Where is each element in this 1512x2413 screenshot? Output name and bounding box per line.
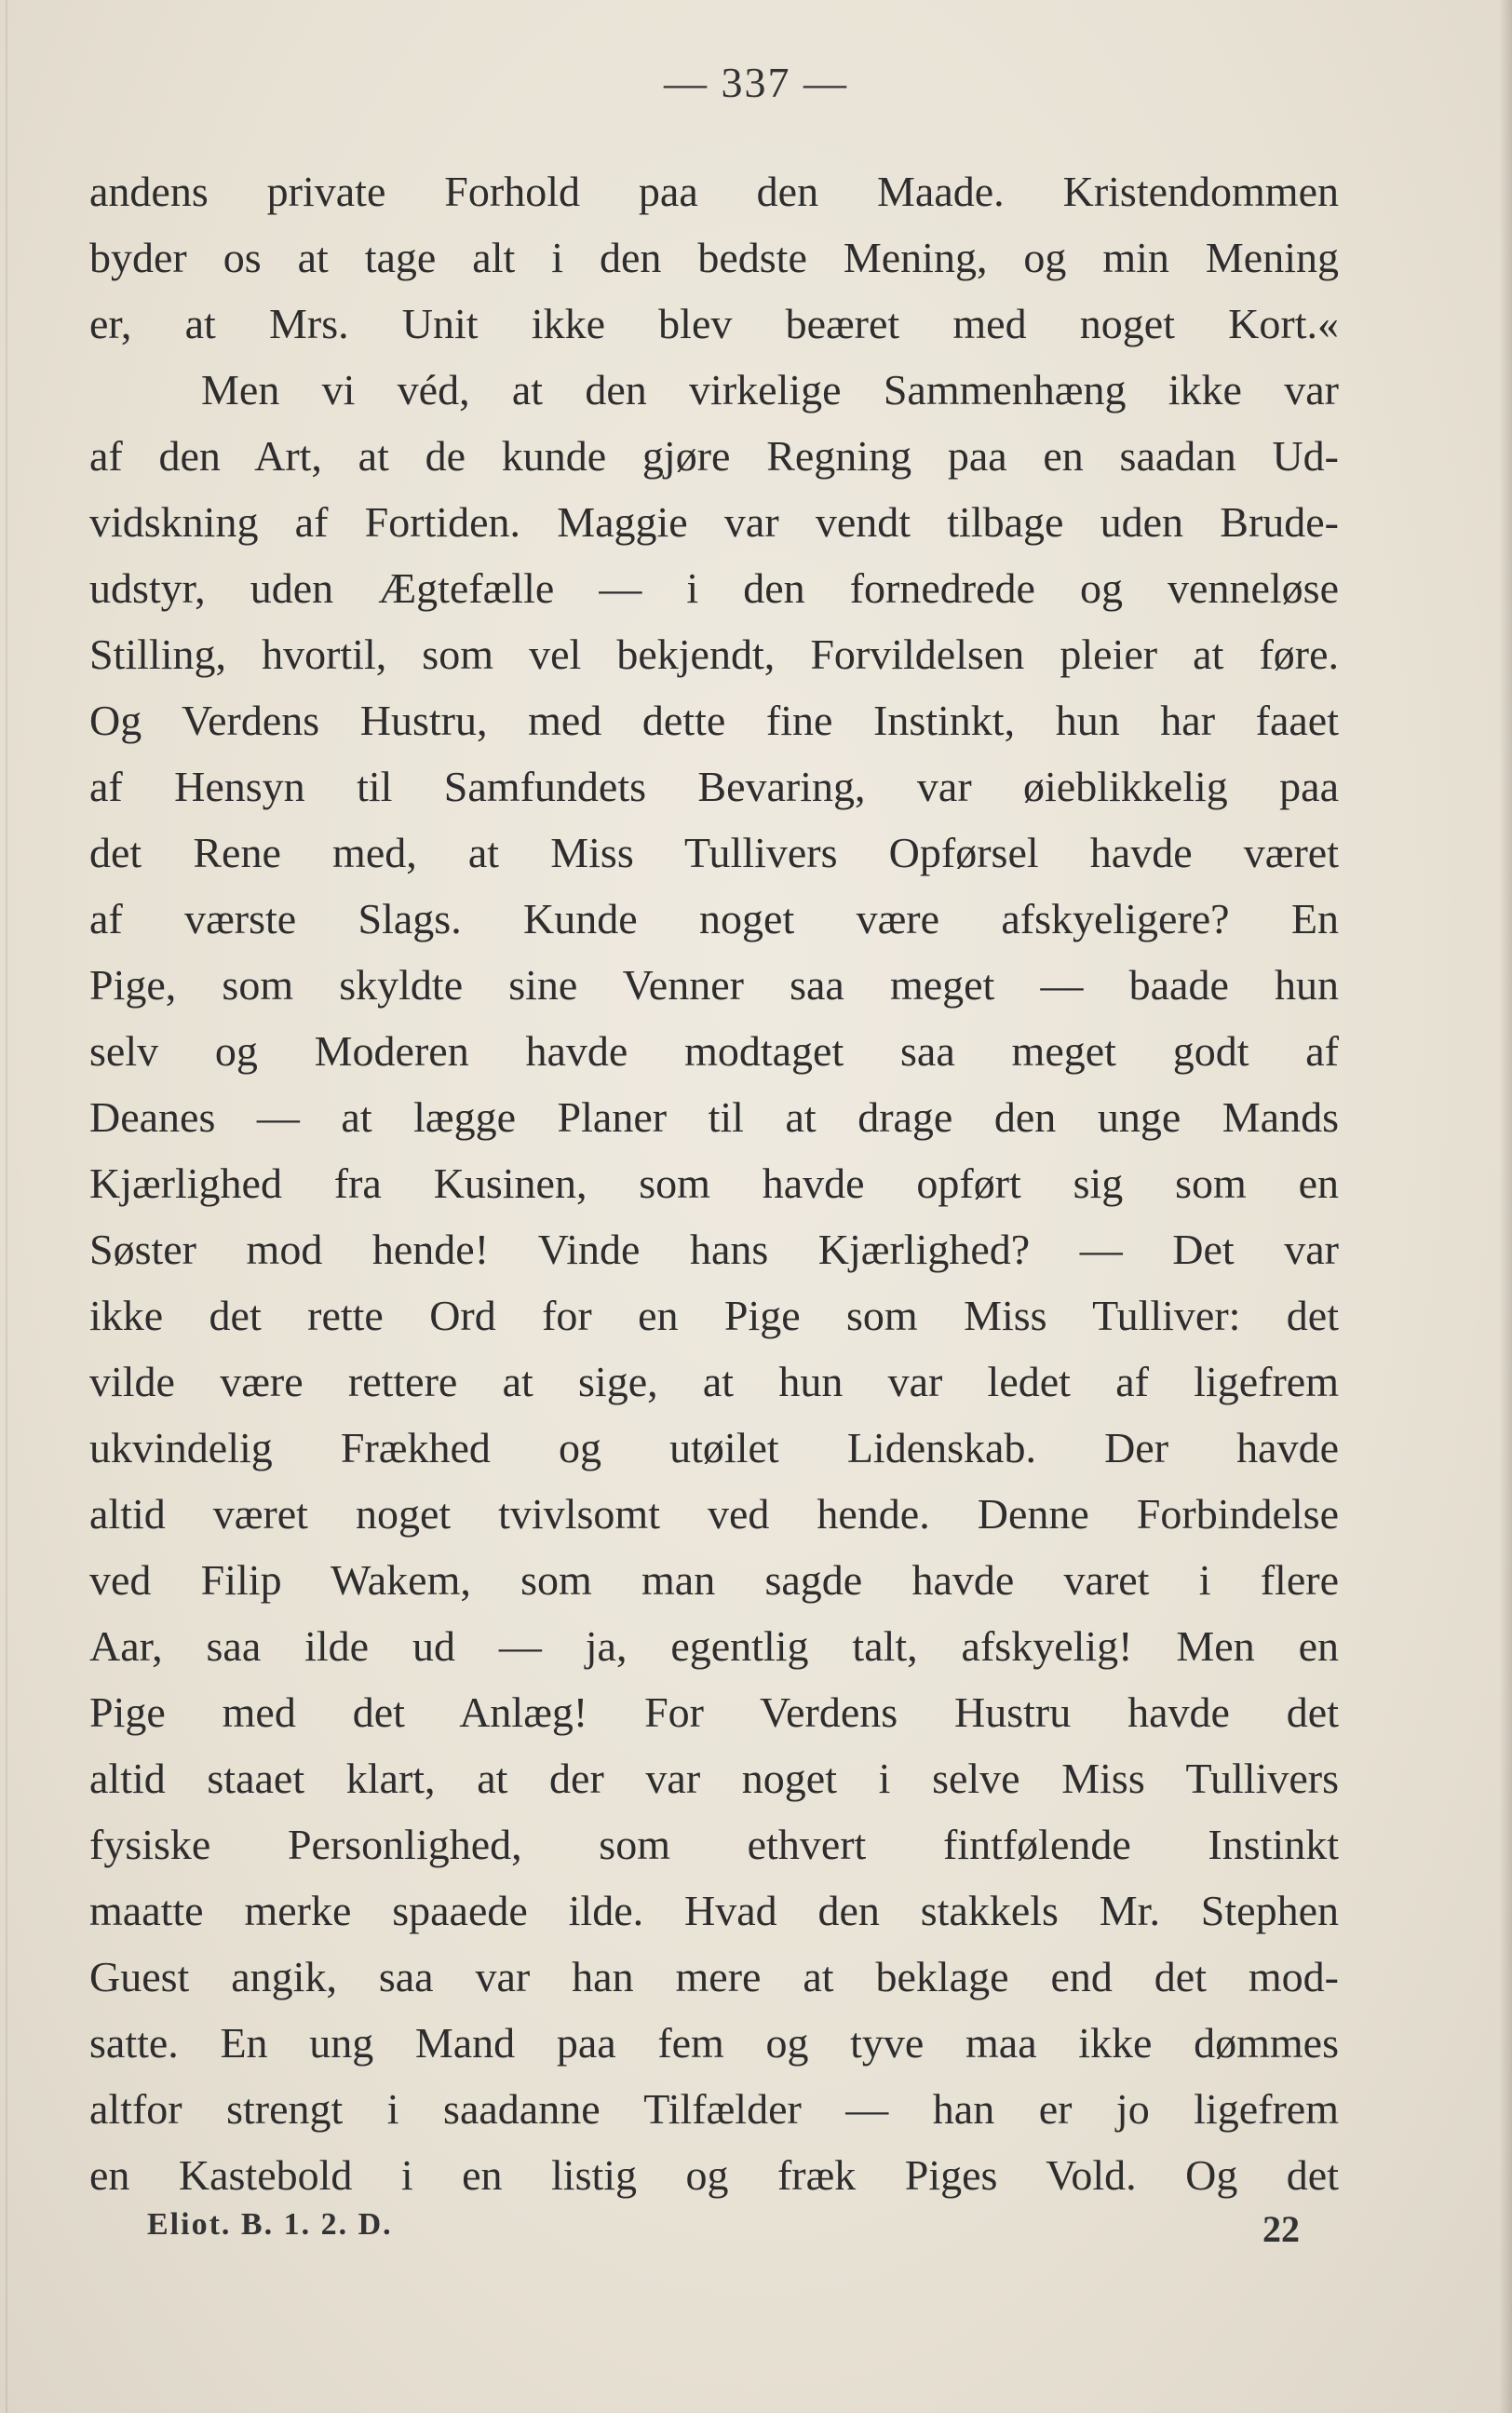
text-line: Men vi véd, at den virkelige Sammenhæng ikke var — [201, 366, 1339, 413]
text-line: udstyr, uden Ægtefælle — i den fornedrede og venneløse — [89, 564, 1339, 612]
text-line: altid været noget tvivlsomt ved hende. Denne Forbindelse — [89, 1490, 1339, 1538]
text-line: Pige med det Anlæg! For Verdens Hustru havde det — [89, 1688, 1339, 1736]
printer-signature: Eliot. B. 1. 2. D. — [147, 2207, 393, 2242]
text-line: altid staaet klart, at der var noget i selve Miss Tullivers — [89, 1755, 1339, 1802]
text-line: ved Filip Wakem, som man sagde havde varet i flere — [89, 1556, 1339, 1604]
text-line: Guest angik, saa var han mere at beklage end det mod- — [89, 1953, 1339, 2000]
text-line: Kjærlighed fra Kusinen, som havde opført sig som en — [89, 1159, 1339, 1207]
text-line: ukvindelig Frækhed og utøilet Lidenskab. Der havde — [89, 1424, 1339, 1471]
page-edge-shadow — [1499, 0, 1512, 2413]
sheet-number: 22 — [1262, 2208, 1300, 2250]
text-line: maatte merke spaaede ilde. Hvad den stakkels Mr. Stephen — [89, 1887, 1339, 1934]
text-line: altfor strengt i saadanne Tilfælder — han er jo ligefrem — [89, 2085, 1339, 2133]
text-line: Aar, saa ilde ud — ja, egentlig talt, afskyelig! Men en — [89, 1622, 1339, 1670]
page-number-header: — 337 — — [664, 59, 848, 106]
text-line: selv og Moderen havde modtaget saa meget godt af — [89, 1027, 1339, 1075]
text-line: vilde være rettere at sige, at hun var ledet af ligefrem — [89, 1358, 1339, 1405]
text-line: en Kastebold i en listig og fræk Piges Vold. Og det — [89, 2151, 1339, 2199]
text-line: det Rene med, at Miss Tullivers Opførsel havde været — [89, 829, 1339, 876]
text-line: af værste Slags. Kunde noget være afskyeligere? En — [89, 895, 1339, 942]
text-line: ikke det rette Ord for en Pige som Miss Tulliver: det — [89, 1292, 1339, 1339]
text-line: Stilling, hvortil, som vel bekjendt, Forvildelsen pleier at føre. — [89, 630, 1339, 678]
text-line: satte. En ung Mand paa fem og tyve maa ikke dømmes — [89, 2019, 1339, 2067]
text-line: vidskning af Fortiden. Maggie var vendt tilbage uden Brude- — [89, 498, 1339, 546]
text-line: Og Verdens Hustru, med dette fine Instinkt, hun har faaet — [89, 697, 1339, 744]
body-text — [89, 158, 1339, 2208]
text-line: andens private Forhold paa den Maade. Kristendommen — [89, 168, 1339, 215]
page-footer — [89, 2207, 1300, 2254]
text-line: fysiske Personlighed, som ethvert fintfølende Instinkt — [89, 1821, 1339, 1868]
page-binding-edge — [6, 0, 7, 2413]
text-line: Deanes — at lægge Planer til at drage den unge Mands — [89, 1093, 1339, 1141]
text-line: af den Art, at de kunde gjøre Regning paa en saadan Ud- — [89, 432, 1339, 480]
text-line: byder os at tage alt i den bedste Mening, og min Mening — [89, 234, 1339, 281]
text-line: er, at Mrs. Unit ikke blev beæret med noget Kort.« — [89, 300, 1339, 347]
text-line: Søster mod hende! Vinde hans Kjærlighed? — Det var — [89, 1226, 1339, 1273]
text-line: af Hensyn til Samfundets Bevaring, var øieblikkelig paa — [89, 763, 1339, 810]
text-line: Pige, som skyldte sine Venner saa meget — baade hun — [89, 961, 1339, 1009]
